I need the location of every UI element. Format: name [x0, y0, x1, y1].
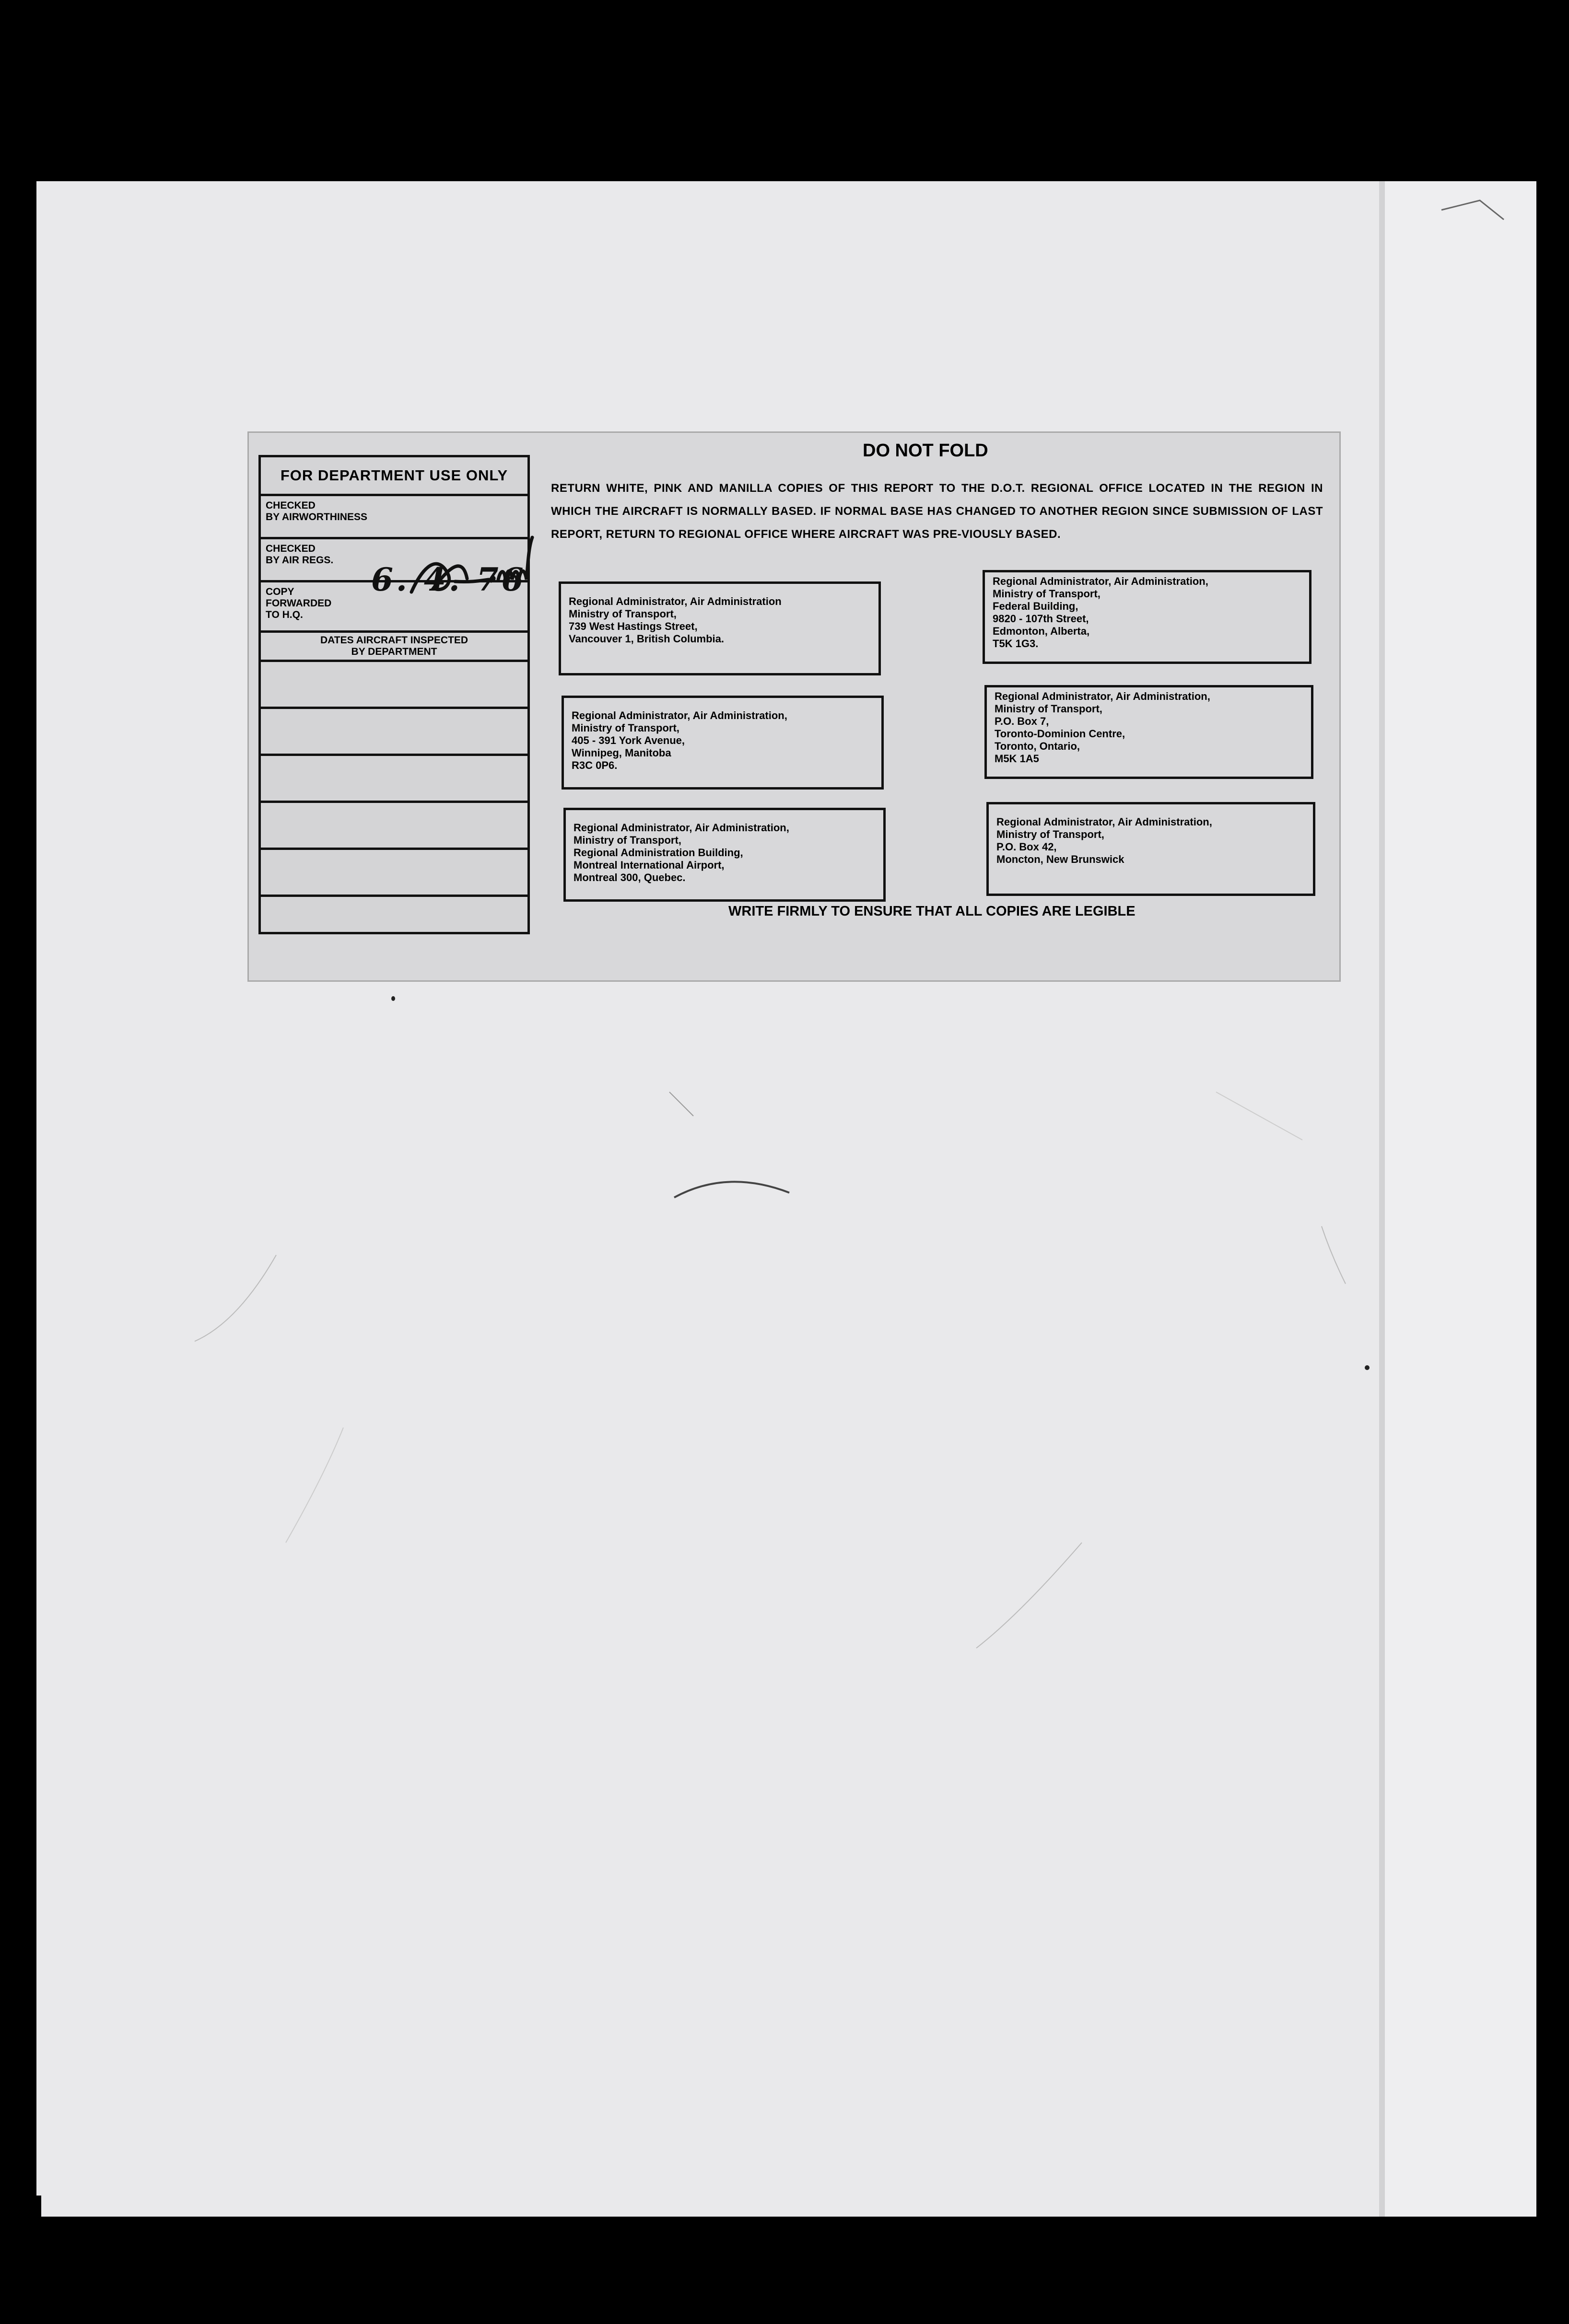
address-line: R3C 0P6.	[572, 759, 618, 771]
paper-speck	[1365, 1365, 1370, 1370]
do-not-fold-title: DO NOT FOLD	[863, 441, 988, 461]
copy-forwarded-label-3: TO H.Q.	[266, 609, 303, 620]
inspection-date-row	[261, 803, 527, 850]
address-line: Regional Administrator, Air Administration,	[996, 816, 1212, 828]
checked-airworthiness-label-2: BY AIRWORTHINESS	[266, 511, 367, 523]
address-line: Regional Administrator, Air Administration,	[995, 690, 1210, 702]
address-moncton	[986, 802, 1315, 896]
checked-air-regs-label-1: CHECKED	[266, 543, 316, 554]
dates-inspected-label-1: DATES AIRCRAFT INSPECTED	[320, 635, 468, 646]
address-line: Ministry of Transport,	[995, 703, 1102, 715]
document-page	[36, 181, 1536, 2217]
department-use-header: FOR DEPARTMENT USE ONLY	[261, 457, 527, 496]
scan-edge-mark	[29, 2196, 41, 2217]
address-line: Toronto, Ontario,	[995, 740, 1080, 752]
address-line: M5K 1A5	[995, 753, 1039, 765]
address-line: Ministry of Transport,	[574, 834, 681, 846]
address-line: P.O. Box 7,	[995, 715, 1049, 727]
do-not-fold-card	[247, 431, 1341, 982]
address-line: Federal Building,	[993, 600, 1078, 612]
dates-inspected-label-2: BY DEPARTMENT	[351, 646, 437, 657]
return-instructions: RETURN WHITE, PINK AND MANILLA COPIES OF THIS REPORT TO THE D.O.T. REGIONAL OFFICE LOCATED IN THE REGION IN WHICH THE AIRCRAFT IS NORMALLY BASED. IF NORMAL BASE HAS CHANGED TO ANOTHER REGION SINCE SUBMISSION OF LAST REPORT, RETURN TO REGIONAL OFFICE WHERE AIRCRAFT WAS PRE-VIOUSLY BASED.	[551, 482, 1323, 541]
address-vancouver	[559, 581, 881, 675]
address-line: Regional Administrator, Air Administration,	[574, 822, 789, 834]
address-line: Ministry of Transport,	[572, 722, 679, 734]
address-line: Regional Administrator, Air Administration,	[572, 709, 787, 721]
inspection-date-row	[261, 897, 527, 941]
address-line: Ministry of Transport,	[996, 828, 1104, 840]
address-toronto	[984, 685, 1313, 779]
address-line: Regional Administrator, Air Administration	[569, 595, 782, 607]
copy-forwarded-date: 6. 4. 76	[371, 561, 527, 598]
address-line: 739 West Hastings Street,	[569, 620, 698, 632]
inspection-date-row	[261, 756, 527, 803]
address-line: Toronto-Dominion Centre,	[995, 728, 1125, 740]
copy-forwarded-label-1: COPY	[266, 586, 294, 597]
address-edmonton	[983, 570, 1311, 664]
address-line: Montreal International Airport,	[574, 859, 725, 871]
copy-forwarded-label-2: FORWARDED	[266, 598, 332, 609]
inspection-date-row	[261, 662, 527, 709]
address-line: Vancouver 1, British Columbia.	[569, 633, 724, 645]
inspection-date-row	[261, 850, 527, 897]
address-line: Montreal 300, Quebec.	[574, 872, 686, 883]
dates-inspected-header	[261, 630, 527, 662]
address-line: Ministry of Transport,	[569, 608, 677, 620]
address-line: Moncton, New Brunswick	[996, 853, 1124, 865]
address-line: P.O. Box 42,	[996, 841, 1057, 853]
address-line: Winnipeg, Manitoba	[572, 747, 671, 759]
address-line: Regional Administration Building,	[574, 847, 743, 859]
address-line: T5K 1G3.	[993, 638, 1039, 650]
department-use-box	[258, 455, 530, 934]
checked-airworthiness-row	[261, 496, 527, 539]
address-montreal	[563, 808, 886, 902]
address-line: Ministry of Transport,	[993, 588, 1101, 600]
paper-speck	[391, 996, 395, 1001]
address-line: Edmonton, Alberta,	[993, 625, 1090, 637]
address-line: 9820 - 107th Street,	[993, 613, 1089, 625]
legibility-footer: WRITE FIRMLY TO ENSURE THAT ALL COPIES ARE LEGIBLE	[728, 904, 1136, 919]
checked-airworthiness-label-1: CHECKED	[266, 500, 316, 511]
address-line: 405 - 391 York Avenue,	[572, 734, 685, 746]
address-winnipeg	[562, 696, 884, 790]
inspection-date-row	[261, 709, 527, 756]
copy-forwarded-row	[261, 561, 527, 630]
address-line: Regional Administrator, Air Administration,	[993, 575, 1208, 587]
checked-air-regs-label-2: BY AIR REGS.	[266, 555, 334, 566]
